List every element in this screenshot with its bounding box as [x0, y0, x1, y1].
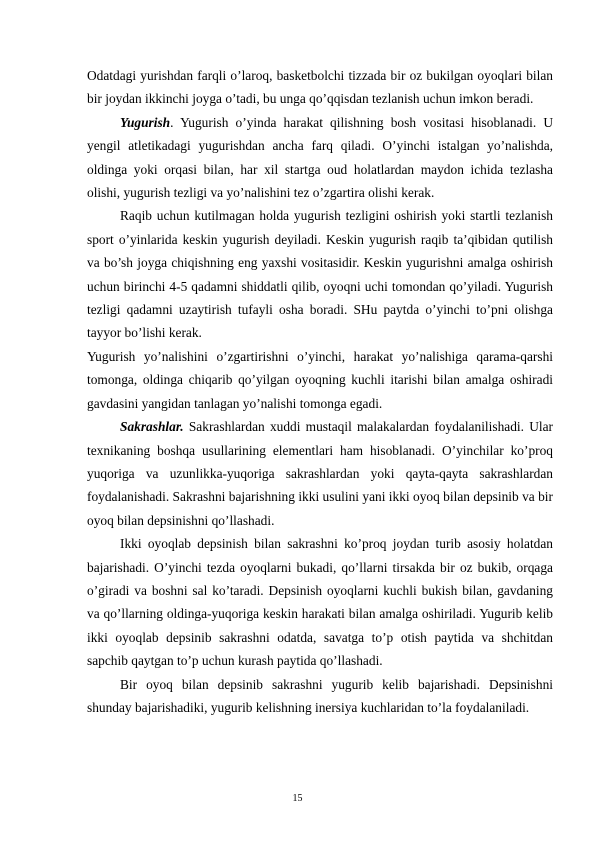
- paragraph-text: Ikki oyoqlab depsinish bilan sakrashni ko’proq joydan turib asosiy holatdan bajarishadi. O’yinchi tezda oyoqlarni bukadi, qo’llarni tirsakda bir oz bukib, orqaga o’giradi va boshni sal ko’taradi. Depsinish oyoqlarni kuchli bukish bilan, gavdaning va qo’llarning oldinga-yuqoriga keskin harakati bilan amalga oshiriladi. Yugurib kelib ikki oyoqlab depsinib sakrashni odatda, savatga to’p otish paytida va shchitdan sapchib qaytgan to’p uchun kurash paytida qo’llashadi.: [87, 536, 553, 669]
- paragraph-text: Yugurish yo’nalishini o’zgartirishni o’yinchi, harakat yo’nalishiga qarama-qarshi tomonga, oldinga chiqarib qo’yilgan oyoqning kuchli itarishi bilan amalga oshiradi gavdasini yangidan tanlagan yo’nalishi tomonga egadi.: [87, 348, 553, 411]
- paragraph-term: Yugurish: [120, 114, 171, 130]
- paragraph-text: Sakrashlardan xuddi mustaqil malakalardan foydalanilishadi. Ular texnikaning boshqa usullarining elementlari ham hisoblanadi. O’yinchilar ko’proq yuqoriga va uzunlikka-yuqoriga sakrashlardan yoki qayta-qayta sakrashlardan foydalanishadi. Sakrashni bajarishning ikki usulini yani ikki oyoq bilan depsinib va bir oyoq bilan depsinishni qo’llashadi.: [87, 419, 553, 528]
- paragraph-2: [87, 111, 553, 205]
- paragraph-text: Bir oyoq bilan depsinib sakrashni yugurib kelib bajarishadi. Depsinishni shunday bajarishadiki, yugurib kelishning inersiya kuchlaridan to’la foydalaniladi.: [87, 676, 553, 715]
- paragraph-3: [87, 204, 553, 344]
- paragraph-text: Odatdagi yurishdan farqli o’laroq, basketbolchi tizzada bir oz bukilgan oyoqlari bilan bir joydan ikkinchi joyga o’tadi, bu unga qo’qqisdan tezlanish uchun imkon beradi.: [87, 68, 553, 107]
- paragraph-term: Sakrashlar.: [120, 419, 184, 435]
- paragraph-text: Raqib uchun kutilmagan holda yugurish tezligini oshirish yoki startli tezlanish sport o’yinlarida keskin yugurish deyiladi. Keskin yugurish raqib ta’qibidan qutilish va bo’sh joyga chiqishning eng yaxshi vositasidir. Keskin yugurishni amalga oshirish uchun birinchi 4-5 qadamni shiddatli qilib, oyoqni uchi tomondan qo’yiladi. Yugurish tezligi qadamni uzaytirish tufayli osha boradi. SHu paytda o’yinchi to’pni olishga tayyor bo’lishi kerak.: [87, 208, 553, 341]
- paragraph-1: [87, 64, 553, 111]
- paragraph-6: [87, 532, 553, 672]
- paragraph-5: [87, 415, 553, 532]
- body-text: [87, 64, 553, 719]
- paragraph-4: [87, 345, 553, 415]
- page-number: 15: [292, 793, 303, 804]
- paragraph-7: [87, 673, 553, 720]
- paragraph-text: . Yugurish o’yinda harakat qilishning bosh vositasi hisoblanadi. U yengil atletikadagi yugurishdan ancha farq qiladi. O’yinchi istalgan yo’nalishda, oldinga yoki orqasi bilan, har xil startga oud holatlardan maydon ichida tezlasha olishi, yugurish tezligi va yo’nalishini tez o’zgartira olishi kerak.: [87, 114, 553, 201]
